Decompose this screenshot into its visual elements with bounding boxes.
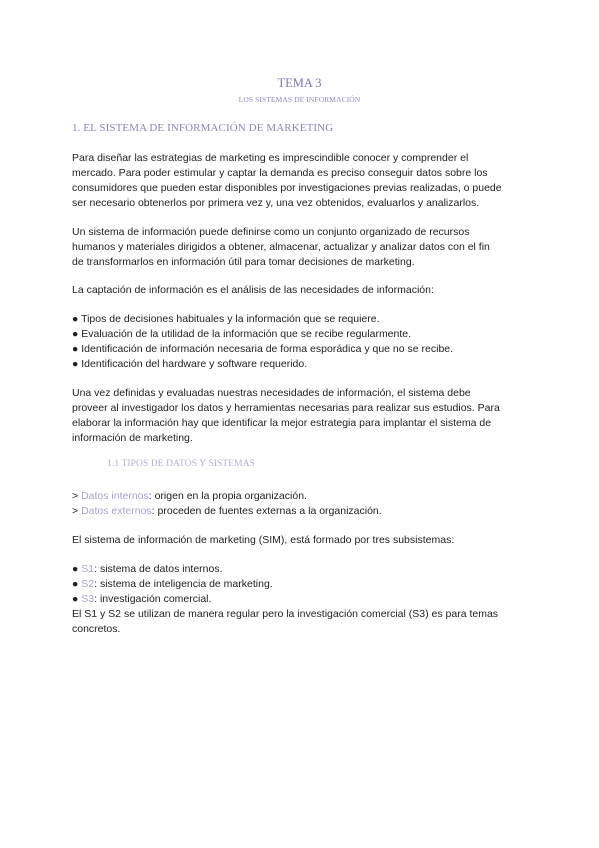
term-datos-externos: Datos externos <box>81 505 152 517</box>
term-description: : sistema de datos internos. <box>94 563 223 575</box>
term-description: : sistema de inteligencia de marketing. <box>94 578 273 590</box>
bullet-list-needs <box>72 312 530 372</box>
paragraph-captacion <box>72 283 530 298</box>
section-1-heading: 1. EL SISTEMA DE INFORMACIÓN DE MARKETING <box>72 122 334 134</box>
list-prefix: > <box>72 490 82 502</box>
list-item <box>72 489 530 504</box>
list-prefix: ● <box>72 563 82 575</box>
paragraph-intro <box>72 151 530 211</box>
list-item: ● Tipos de decisiones habituales y la información que se requiere. <box>72 313 380 325</box>
text-line: consumidores que pueden estar disponibles por investigaciones previas realizadas, o puede <box>72 182 502 194</box>
text-line: El S1 y S2 se utilizan de manera regular pero la investigación comercial (S3) es para temas <box>72 608 499 620</box>
text-line: elaborar la información hay que identificar la mejor estrategia para implantar el sistema de <box>72 417 492 429</box>
list-prefix: ● <box>72 593 82 605</box>
section-1-1-heading: 1.1 TIPOS DE DATOS Y SISTEMAS <box>107 459 256 469</box>
list-item: ● Identificación de información necesaria de forma esporádica y que no se recibe. <box>72 343 454 355</box>
list-item <box>72 504 530 519</box>
list-prefix: ● <box>72 578 82 590</box>
list-item: ● Evaluación de la utilidad de la información que se recibe regularmente. <box>72 328 412 340</box>
text-line: La captación de información es el análisis de las necesidades de información: <box>72 284 434 296</box>
text-line: concretos. <box>72 623 121 635</box>
term-s2: S2 <box>81 578 95 590</box>
list-item: ● Identificación del hardware y software requerido. <box>72 358 308 370</box>
term-s1: S1 <box>81 563 95 575</box>
term-description: : proceden de fuentes externas a la organización. <box>151 505 382 517</box>
list-prefix: > <box>72 505 82 517</box>
page-subtitle: LOS SISTEMAS DE INFORMACIÓN <box>238 95 361 104</box>
list-item <box>72 592 530 607</box>
data-types-list <box>72 489 530 519</box>
list-item <box>72 577 530 592</box>
text-line: Un sistema de información puede definirse como un conjunto organizado de recursos <box>72 226 470 238</box>
text-line: Una vez definidas y evaluadas nuestras necesidades de información, el sistema debe <box>72 387 471 399</box>
text-line: de transformarlos en información útil para tomar decisiones de marketing. <box>72 256 415 268</box>
term-datos-internos: Datos internos <box>81 490 149 502</box>
text-line: ser necesario obtenerlos por primera vez y, una vez obtenidos, evaluarlos y analizarlos. <box>72 197 480 209</box>
text-line: información de marketing. <box>72 432 193 444</box>
term-description: : investigación comercial. <box>94 593 212 605</box>
term-description: : origen en la propia organización. <box>148 490 307 502</box>
text-line: mercado. Para poder estimular y captar la demanda es preciso conseguir datos sobre los <box>72 167 488 179</box>
paragraph-sim-intro <box>72 533 530 548</box>
text-line: proveer al investigador los datos y herramientas necesarias para realizar sus estudios. Para <box>72 402 500 414</box>
term-s3: S3 <box>81 593 95 605</box>
paragraph-sistema <box>72 386 530 446</box>
paragraph-definition <box>72 225 530 270</box>
page-title: TEMA 3 <box>277 76 322 90</box>
text-line: humanos y materiales dirigidos a obtener, almacenar, actualizar y analizar datos con el fin <box>72 241 490 253</box>
list-item <box>72 562 530 577</box>
text-line: El sistema de información de marketing (SIM), está formado por tres subsistemas: <box>72 534 455 546</box>
text-line: Para diseñar las estrategias de marketing es imprescindible conocer y comprender el <box>72 152 469 164</box>
subsystems-list <box>72 562 530 637</box>
